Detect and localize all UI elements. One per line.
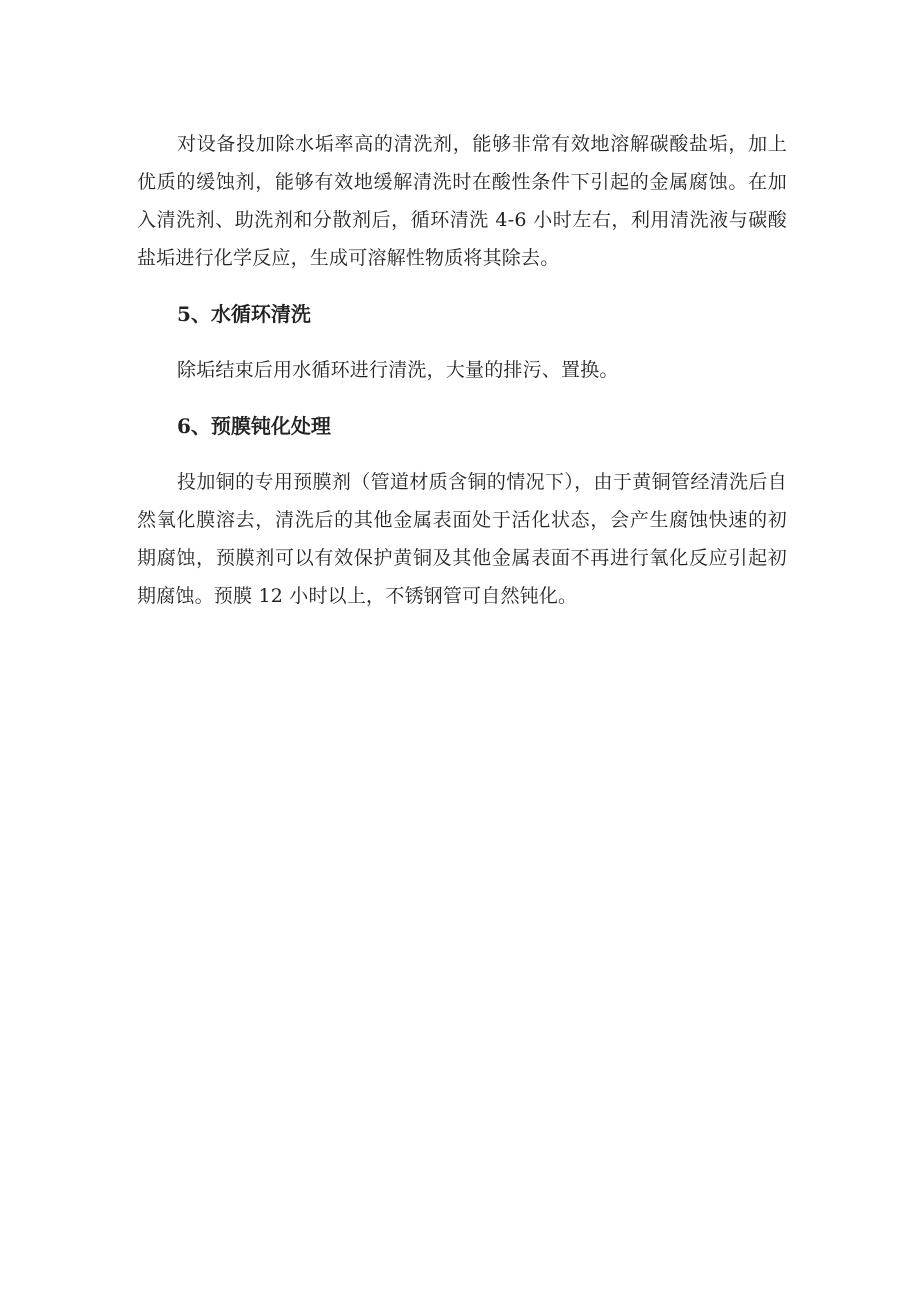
paragraph-descaling: 对设备投加除水垢率高的清洗剂，能够非常有效地溶解碳酸盐垢，加上优质的缓蚀剂，能够有效地缓解清洗时在酸性条件下引起的金属腐蚀。在加入清洗剂、助洗剂和分散剂后，循环清洗 4-6 小时左右，利用清洗液与碳酸盐垢进行化学反应，生成可溶解性物质将其除去。: [137, 133, 787, 269]
section-heading-water-circulation: 5、水循环清洗: [177, 302, 311, 326]
paragraph-water-circulation: 除垢结束后用水循环进行清洗，大量的排污、置换。: [177, 359, 619, 381]
paragraph-prefilm-passivation: 投加铜的专用预膜剂（管道材质含铜的情况下），由于黄铜管经清洗后自然氧化膜溶去，清洗后的其他金属表面处于活化状态，会产生腐蚀快速的初期腐蚀，预膜剂可以有效保护黄铜及其他金属表面不再进行氧化反应引起初期腐蚀。预膜 12 小时以上，不锈钢管可自然钝化。: [137, 471, 787, 607]
section-heading-prefilm-passivation: 6、预膜钝化处理: [177, 414, 331, 438]
document-body: [137, 125, 787, 615]
